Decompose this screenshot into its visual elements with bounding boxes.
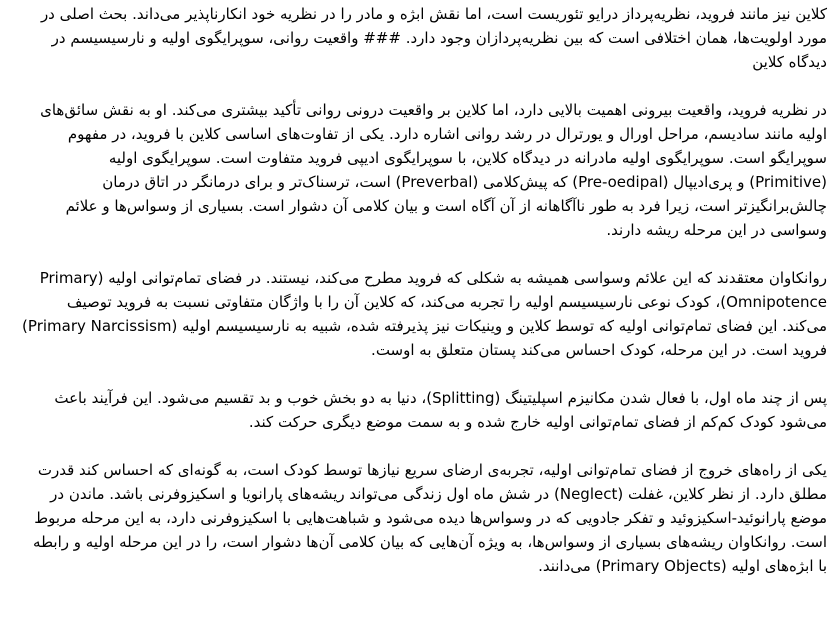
text-line: می‌کند. این فضای تمام‌توانی اولیه که توسط کلاین و وینیکات نیز پذیرفته شده، شبیه به نارسیسیسم اولیه (Primary Narcissism) xyxy=(22,317,827,335)
paragraph-primary-omnipotence xyxy=(14,266,827,362)
text-line: مطلق دارد. از نظر کلاین، غفلت (Neglect) در شش ماه اول زندگی می‌تواند ریشه‌های پارانویا و اسکیزوفرنی باشد. ماندن در xyxy=(50,485,827,503)
text-line: فروید است. در این مرحله، کودک احساس می‌کند پستان متعلق به اوست. xyxy=(371,341,827,359)
paragraph-intro xyxy=(14,2,827,74)
text-line: اولیه مانند سادیسم، مراحل اورال و یورترال در رشد روانی اشاره دارد. یکی از تفاوت‌های اساسی کلاین با فروید، در مفهوم xyxy=(67,125,827,143)
text-line: وسواسی در این مرحله ریشه دارند. xyxy=(606,221,827,239)
text-line: یکی از راه‌های خروج از فضای تمام‌توانی اولیه، تجربه‌ی ارضای سریع نیازها توسط کودک است، به گونه‌ای که احساس کند قدرت xyxy=(37,461,827,479)
text-line: مورد اولویت‌ها، همان اختلافی است که بین نظریه‌پردازان وجود دارد. ### واقعیت روانی، سوپرایگوی اولیه و نارسیسیسم در xyxy=(51,29,827,47)
paragraph-splitting xyxy=(14,386,827,434)
text-line: است. روانکاوان ریشه‌های بسیاری از وسواس‌ها، به ویژه آن‌هایی که بیان کلامی آن‌ها دشوار است، را در این مرحله اولیه و رابطه xyxy=(33,533,827,551)
paragraph-psychic-reality xyxy=(14,98,827,242)
text-line: (Primitive) و پری‌ادیپال (Pre-oedipal) که پیش‌کلامی (Preverbal) است، ترسناک‌تر و برای درمانگر در اتاق درمان xyxy=(102,173,827,191)
paragraph-neglect-primary-objects xyxy=(14,458,827,578)
text-line: روانکاوان معتقدند که این علائم وسواسی همیشه به شکلی که فروید مطرح می‌کند، نیستند. در فضای تمام‌توانی اولیه (Primary xyxy=(39,269,827,287)
text-line: دیدگاه کلاین xyxy=(752,53,827,71)
text-line: در نظریه فروید، واقعیت بیرونی اهمیت بالایی دارد، اما کلاین بر واقعیت درونی روانی تأکید بیشتری می‌کند. او به نقش سائق‌های xyxy=(40,101,827,119)
text-line: Omnipotence)، کودک نوعی نارسیسیسم اولیه را تجربه می‌کند، که کلاین آن را با واژگان متفاوتی نسبت به فروید توصیف xyxy=(66,293,827,311)
text-line: می‌شود کودک کم‌کم از فضای تمام‌توانی اولیه خارج شده و به سمت موضع دیگری حرکت کند. xyxy=(248,413,827,431)
text-line: موضع پارانوئید-اسکیزوئید و تفکر جادویی که در وسواس‌ها دیده می‌شود و شباهت‌هایی با اسکیزوفرنی دارد، به این مرحله مربوط xyxy=(34,509,827,527)
text-line: چالش‌برانگیزتر است، زیرا فرد به طور ناآگاهانه از آن آگاه است و بیان کلامی آن دشوار است. بسیاری از وسواس‌ها و علائم xyxy=(65,197,827,215)
text-line: کلاین نیز مانند فروید، نظریه‌پرداز درایو تئوریست است، اما نقش ابژه و مادر را در نظریه خود انکارناپذیر می‌داند. بحث اصلی در xyxy=(40,5,827,23)
text-line: با ابژه‌های اولیه (Primary Objects) می‌دانند. xyxy=(538,557,827,575)
text-line: پس از چند ماه اول، با فعال شدن مکانیزم اسپلیتینگ (Splitting)، دنیا به دو بخش خوب و بد تقسیم می‌شود. این فرآیند باعث xyxy=(54,389,827,407)
text-line: سوپرایگو است. سوپرایگوی اولیه مادرانه در دیدگاه کلاین، با سوپرایگوی ادیپی فروید متفاوت است. سوپرایگوی اولیه xyxy=(108,149,827,167)
